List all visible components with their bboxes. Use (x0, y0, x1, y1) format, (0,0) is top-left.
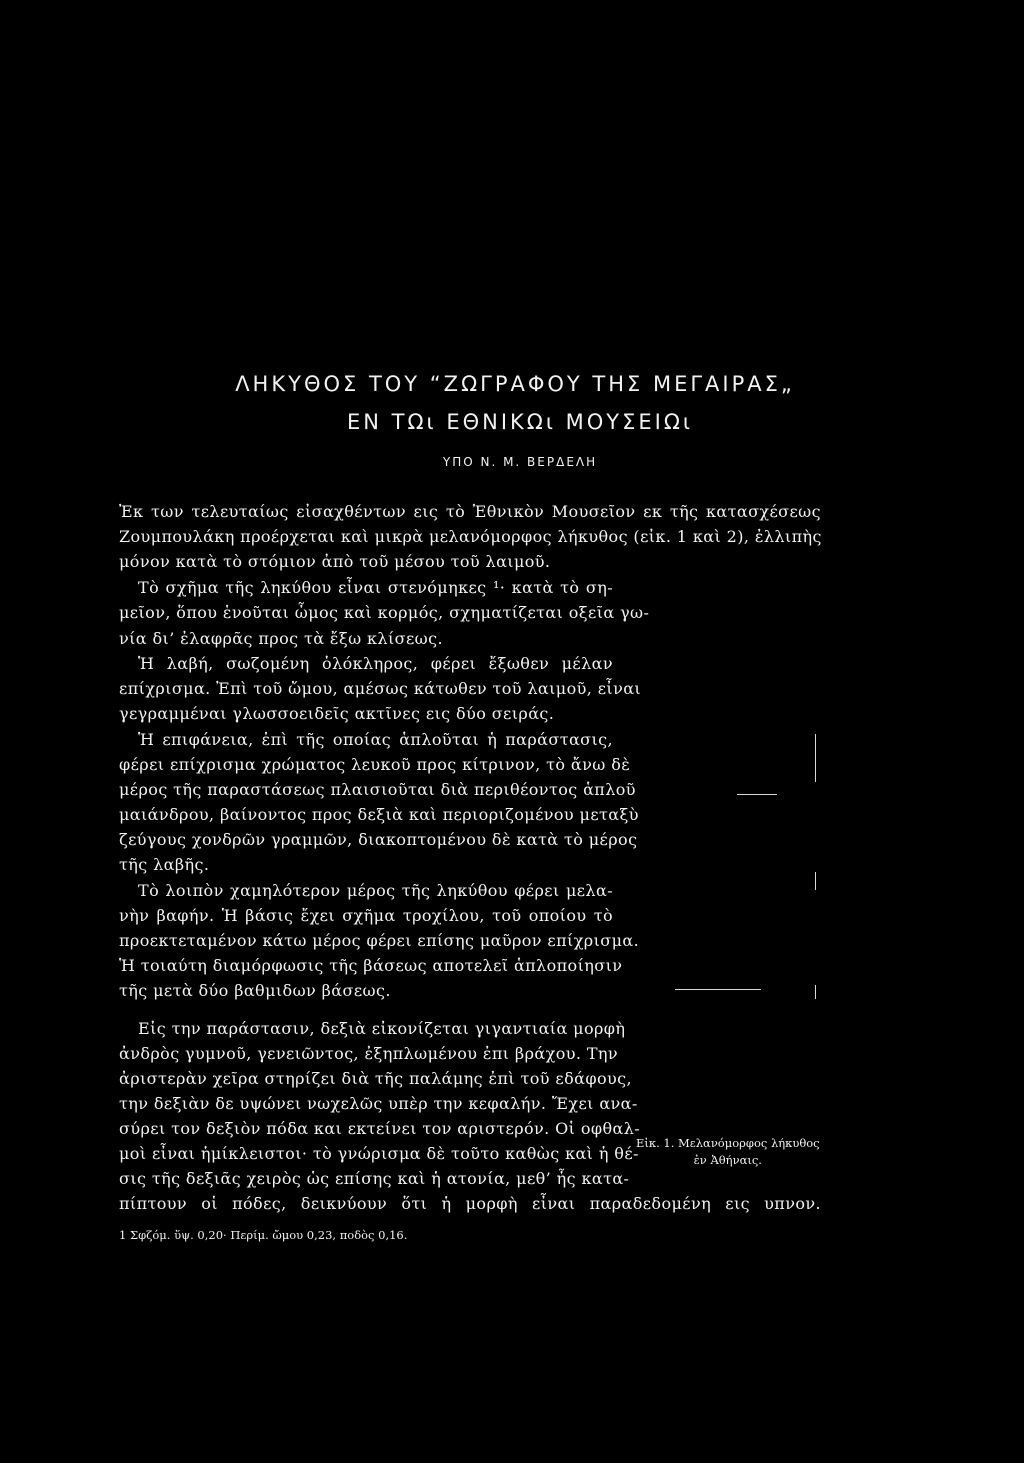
body-line: Τὸ σχῆμα τῆς ληκύθου εἶναι στενόμηκες ¹· κατὰ τὸ ση- (138, 578, 613, 597)
body-line: ζεύγους χονδρῶν γραμμῶν, διακοπτομένου δὲ κατὰ τὸ μέρος (119, 830, 638, 849)
body-line: μόνον κατὰ τὸ στόμιον ἀπὸ τοῦ μέσου τοῦ λαιμοῦ. (119, 552, 551, 571)
body-line: προεκτεταμένον κάτω μέρος φέρει επίσης μαῦρον επίχρισμα. (119, 931, 640, 950)
body-line: μέρος τῆς παραστάσεως πλαισιοῦται διὰ περιθέοντος ἁπλοῦ (119, 780, 636, 799)
body-line: Ἡ τοιαύτη διαμόρφωσις τῆς βάσεως αποτελεῖ ἁπλοποίησιν (119, 956, 623, 975)
figure-caption-line2: ἐν Ἀθήναις. (693, 1153, 762, 1167)
body-line: Ἐκ των τελευταίως εἰσαχθέντων εις τὸ Ἐθνικὸν Μουσεῖον εκ τῆς κατασχέσεως (119, 502, 821, 521)
body-line: Ἡ λαβή, σωζομένη ὁλόκληρος, φέρει ἔξωθεν μέλαν (138, 654, 613, 673)
body-line: σις τῆς δεξιᾶς χειρὸς ὡς επίσης καὶ ἡ ατονία, μεθ’ ἧς κατα- (119, 1169, 630, 1188)
body-line: τῆς μετὰ δύο βαθμιδων βάσεως. (119, 981, 391, 1000)
body-line: ἀνδρὸς γυμνοῦ, γενειῶντος, ἐξηπλωμένου ἐπι βράχου. Την (119, 1044, 619, 1063)
figure-edge-mark (815, 985, 816, 999)
body-line: νὴν βαφήν. Ἡ βάσις ἔχει σχῆμα τροχίλου, τοῦ οποίου τὸ (119, 906, 613, 925)
body-line: ἀριστερὰν χεῖρα στηρίζει διὰ τῆς παλάμης ἐπὶ τοῦ εδάφους, (119, 1069, 632, 1088)
body-line: πίπτουν οἱ πόδες, δεικνύουν ὅτι ἡ μορφὴ εἶναι παραδεδομένη εις υπνον. (119, 1194, 821, 1213)
figure-edge-mark (815, 734, 816, 782)
body-line: Τὸ λοιπὸν χαμηλότερον μέρος τῆς ληκύθου φέρει μελα- (138, 881, 613, 900)
body-line: επίχρισμα. Ἐπὶ τοῦ ὤμου, αμέσως κάτωθεν τοῦ λαιμοῦ, εἶναι (119, 679, 642, 698)
body-line: Εἰς την παράστασιν, δεξιὰ εἰκονίζεται γιγαντιαία μορφὴ (138, 1019, 626, 1038)
body-line: μεῖον, ὅπου ἑνοῦται ὦμος καὶ κορμός, σχηματίζεται οξεῖα γω- (119, 603, 650, 622)
body-line: τῆς λαβῆς. (119, 855, 210, 874)
footnote: 1 Σφζόμ. ὕψ. 0,20· Περίμ. ὤμου 0,23, ποδὸς 0,16. (119, 1228, 408, 1242)
figure-edge-mark (675, 989, 761, 990)
body-line: νία δι’ ἐλαφρᾶς προς τὰ ἔξω κλίσεως. (119, 629, 443, 648)
body-line: γεγραμμέναι γλωσσοειδεῖς ακτῖνες εις δύο σειράς. (119, 704, 555, 723)
body-line: την δεξιὰν δε υψώνει νωχελῶς υπὲρ την κεφαλήν. Ἔχει ανα- (119, 1094, 638, 1113)
body-line: σύρει τον δεξιὸν πόδα και εκτείνει τον αριστερόν. Οἱ οφθαλ- (119, 1119, 641, 1138)
author-byline: ΥΠΟ Ν. Μ. ΒΕΡΔΕΛΗ (442, 455, 598, 469)
body-line: Ζουμπουλάκη προέρχεται καὶ μικρὰ μελανόμορφος λήκυθος (εἰκ. 1 καὶ 2), ἐλλιπὴς (119, 527, 822, 546)
body-line: Ἡ επιφάνεια, ἐπὶ τῆς οποίας ἁπλοῦται ἡ παράστασις, (138, 730, 613, 749)
figure-caption-line1: Εἰκ. 1. Μελανόμορφος λήκυθος (636, 1136, 820, 1150)
figure-edge-mark (737, 794, 777, 795)
article-title-line1: ΛΗΚΥΘΟΣ ΤΟΥ “ΖΩΓΡΑΦΟΥ ΤΗΣ ΜΕΓΑΙΡΑΣ„ (235, 372, 795, 396)
figure-edge-mark (815, 872, 816, 890)
article-title-line2: ΕΝ ΤΩι ΕΘΝΙΚΩι ΜΟΥΣΕΙΩι (347, 410, 693, 434)
body-line: φέρει επίχρισμα χρώματος λευκοῦ προς κίτρινον, τὸ ἄνω δὲ (119, 755, 631, 774)
body-line: μοὶ εἶναι ἡμίκλειστοι· τὸ γνώρισμα δὲ τοῦτο καθὼς καὶ ἡ θέ- (119, 1144, 639, 1163)
figure-caption (636, 1135, 820, 1169)
body-line: μαιάνδρου, βαίνοντος προς δεξιὰ καὶ περιοριζομένου μεταξὺ (119, 805, 639, 824)
